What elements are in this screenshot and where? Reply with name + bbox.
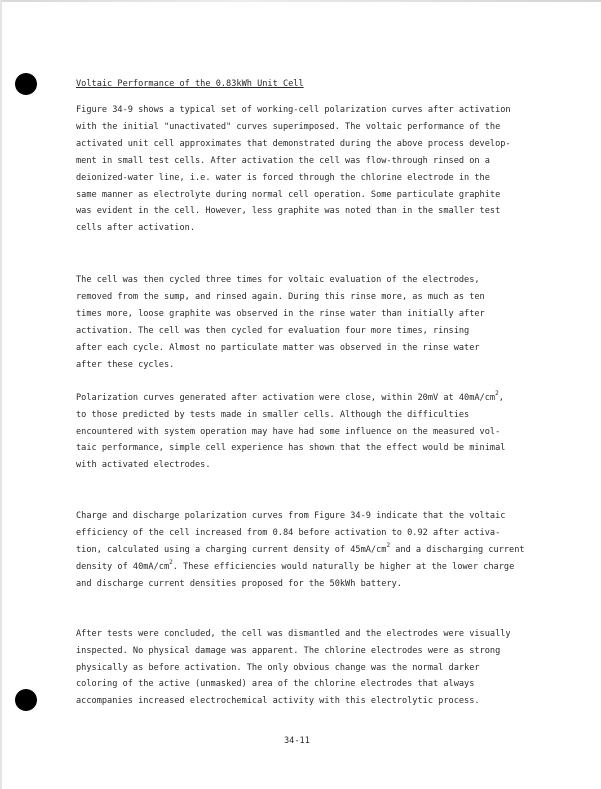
text-line: activation. The cell was then cycled for evaluation four more times, rinsing — [76, 325, 470, 336]
text-line: deionized-water line, i.e. water is forced through the chlorine electrode in the — [76, 172, 490, 183]
text-line: inspected. No physical damage was apparent. The chlorine electrodes were as strong — [76, 645, 501, 656]
text-line: Figure 34-9 shows a typical set of working-cell polarization curves after activation — [76, 105, 511, 115]
paragraph-spacer — [76, 374, 546, 390]
text-segment: , — [498, 392, 504, 403]
text-line: times more, loose graphite was observed in the rinse water than initially after — [76, 309, 485, 320]
text-segment: . These efficiencies would naturally be higher at the lower charge — [172, 561, 515, 572]
text-line: was evident in the cell. However, less graphite was noted than in the smaller test — [76, 206, 501, 217]
paragraph-spacer — [76, 474, 546, 508]
text-segment: and a discharging current — [390, 545, 525, 556]
superscript: 2 — [495, 389, 499, 397]
text-line: The cell was then cycled three times for voltaic evaluation of the electrodes, — [76, 275, 480, 286]
text-line: encountered with system operation may have had some influence on the measured vol- — [76, 426, 501, 437]
paragraph-activation-results — [76, 102, 546, 237]
paragraph-cycling-rinse — [76, 272, 546, 373]
page-left-edge — [0, 0, 2, 789]
text-line — [76, 542, 546, 559]
text-line: with the initial "unactivated" curves superimposed. The voltaic performance of the — [76, 121, 501, 132]
document-body — [76, 76, 546, 710]
paragraph-spacer — [76, 593, 546, 626]
paragraph-voltaic-efficiency — [76, 508, 546, 593]
text-line: efficiency of the cell increased from 0.84 before activation to 0.92 after activa- — [76, 528, 501, 539]
text-line: After tests were concluded, the cell was dismantled and the electrodes were visually — [76, 628, 511, 639]
paragraph-polarization-curves — [76, 390, 546, 475]
superscript: 2 — [386, 542, 391, 550]
text-segment: Polarization curves generated after activation were close, within 20mV at 40mA/cm — [76, 392, 496, 403]
text-line: after these cycles. — [76, 359, 175, 370]
text-line: taic performance, simple cell experience has shown that the effect would be minimal — [76, 443, 506, 454]
paragraph-spacer — [76, 237, 546, 272]
text-segment: density of 40mA/cm — [76, 561, 170, 572]
text-line: physically as before activation. The only obvious change was the normal darker — [76, 662, 480, 673]
binder-hole-bottom — [15, 689, 37, 711]
text-line: cells after activation. — [76, 223, 195, 234]
page-top-edge — [0, 0, 601, 2]
text-line: and discharge current densities proposed for the 50kWh battery. — [76, 578, 402, 589]
binder-hole-top — [15, 73, 37, 95]
text-line: ment in small test cells. After activation the cell was flow-through rinsed on a — [76, 155, 490, 166]
page-number: 34-11 — [284, 736, 310, 746]
text-line: removed from the sump, and rinsed again. During this rinse more, as much as ten — [76, 292, 485, 303]
text-segment: tion, calculated using a charging current density of 45mA/cm — [76, 545, 387, 556]
text-line: coloring of the active (unmasked) area of the chlorine electrodes that always — [76, 679, 475, 690]
text-line: to those predicted by tests made in smaller cells. Although the difficulties — [76, 409, 470, 420]
text-line: accompanies increased electrochemical activity with this electrolytic process. — [76, 696, 480, 707]
section-heading: Voltaic Performance of the 0.83kWh Unit Cell — [76, 79, 304, 89]
text-line — [76, 559, 546, 576]
text-line: same manner as electrolyte during normal cell operation. Some particulate graphite — [76, 189, 501, 200]
paragraph-inspection — [76, 626, 546, 711]
text-line: Charge and discharge polarization curves from Figure 34-9 indicate that the voltaic — [76, 511, 506, 522]
text-line — [76, 390, 546, 407]
text-line: with activated electrodes. — [76, 460, 211, 471]
text-line: activated unit cell approximates that demonstrated during the above process develop- — [76, 138, 511, 149]
text-line: after each cycle. Almost no particulate matter was observed in the rinse water — [76, 342, 480, 353]
superscript: 2 — [169, 558, 173, 566]
